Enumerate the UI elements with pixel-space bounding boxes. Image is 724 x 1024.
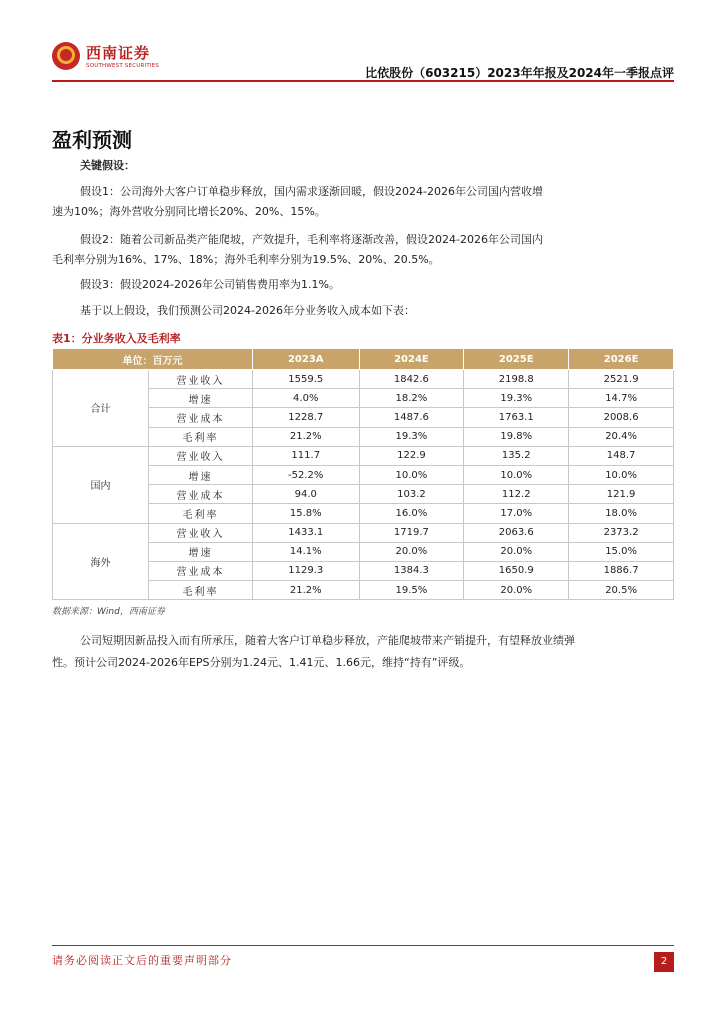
table-cell: 135.2: [464, 446, 569, 465]
table-cell: 148.7: [569, 446, 674, 465]
table-cell: 19.3%: [464, 389, 569, 408]
table-cell: 1763.1: [464, 408, 569, 427]
metric-label: 营业成本: [149, 408, 253, 427]
table-cell: 2521.9: [569, 370, 674, 389]
metric-label: 毛利率: [149, 581, 253, 600]
table-cell: 21.2%: [253, 581, 360, 600]
metric-label: 营业成本: [149, 561, 253, 580]
table-cell: 10.0%: [569, 465, 674, 484]
table-cell: 1129.3: [253, 561, 360, 580]
assumption-3: 假设3：假设2024-2026年公司销售费用率为1.1%。: [80, 278, 340, 291]
table-header-row: [53, 349, 674, 370]
table-cell: 10.0%: [359, 465, 464, 484]
page-header: [52, 40, 674, 84]
table-cell: 10.0%: [464, 465, 569, 484]
metric-label: 增速: [149, 389, 253, 408]
table-cell: 14.1%: [253, 542, 360, 561]
metric-label: 营业成本: [149, 485, 253, 504]
table-cell: 14.7%: [569, 389, 674, 408]
logo-emblem-icon: [52, 42, 80, 70]
table-cell: 20.4%: [569, 427, 674, 446]
logo-english-name: SOUTHWEST SECURITIES: [86, 63, 160, 69]
assumptions-heading: [52, 156, 552, 176]
table-cell: 20.5%: [569, 581, 674, 600]
table-cell: -52.2%: [253, 465, 360, 484]
table-row: [53, 446, 674, 465]
table-cell: 19.5%: [359, 581, 464, 600]
col-header: 2026E: [569, 349, 674, 370]
col-header: 2023A: [253, 349, 360, 370]
table-cell: 1433.1: [253, 523, 360, 542]
table-cell: 122.9: [359, 446, 464, 465]
page-number: 2: [654, 952, 674, 972]
table-cell: 2008.6: [569, 408, 674, 427]
col-header: 2024E: [359, 349, 464, 370]
report-title: 比依股份（603215）2023年年报及2024年一季报点评: [365, 66, 674, 80]
table-cell: 21.2%: [253, 427, 360, 446]
table-cell: 16.0%: [359, 504, 464, 523]
unit-header: 单位：百万元: [53, 349, 253, 370]
table-cell: 2198.8: [464, 370, 569, 389]
table-cell: 111.7: [253, 446, 360, 465]
table-cell: 1650.9: [464, 561, 569, 580]
group-label: 国内: [53, 446, 149, 523]
table-cell: 4.0%: [253, 389, 360, 408]
assumption-2: 假设2：随着公司新品类产能爬坡，产效提升，毛利率将逐渐改善，假设2024-2026年公司国内毛利率分别为16%、17%、18%；海外毛利率分别为19.5%、20%、20.5%。: [52, 233, 543, 266]
metric-label: 毛利率: [149, 504, 253, 523]
conclusion-paragraph: 公司短期因新品投入而有所承压，随着大客户订单稳步释放，产能爬坡带来产销提升，有望释放业绩弹性。预计公司2024-2026年EPS分别为1.24元、1.41元、1.66元，维持“持有”评级。: [52, 634, 575, 669]
table-cell: 112.2: [464, 485, 569, 504]
metric-label: 营业收入: [149, 370, 253, 389]
table-cell: 2373.2: [569, 523, 674, 542]
table-row: [53, 370, 674, 389]
assumptions-heading-text: 关键假设：: [80, 159, 135, 172]
table-cell: 1842.6: [359, 370, 464, 389]
metric-label: 营业收入: [149, 523, 253, 542]
table-cell: 1487.6: [359, 408, 464, 427]
footer-divider: [52, 945, 674, 946]
table-cell: 15.0%: [569, 542, 674, 561]
assumption-1: 假设1：公司海外大客户订单稳步释放，国内需求逐渐回暖，假设2024-2026年公司国内营收增速为10%；海外营收分别同比增长20%、20%、15%。: [52, 185, 543, 218]
col-header: 2025E: [464, 349, 569, 370]
table-cell: 94.0: [253, 485, 360, 504]
metric-label: 营业收入: [149, 446, 253, 465]
table-cell: 15.8%: [253, 504, 360, 523]
table-row: [53, 523, 674, 542]
metric-label: 增速: [149, 542, 253, 561]
table-intro: 基于以上假设，我们预测公司2024-2026年分业务收入成本如下表：: [80, 304, 415, 317]
table-cell: 1559.5: [253, 370, 360, 389]
business-revenue-table: [52, 348, 674, 600]
table-cell: 1384.3: [359, 561, 464, 580]
group-label: 海外: [53, 523, 149, 600]
section-title: 盈利预测: [52, 128, 132, 152]
table-caption: 表1：分业务收入及毛利率: [52, 332, 181, 345]
table-cell: 20.0%: [359, 542, 464, 561]
table-cell: 1886.7: [569, 561, 674, 580]
table-cell: 18.2%: [359, 389, 464, 408]
table-cell: 1719.7: [359, 523, 464, 542]
table-cell: 1228.7: [253, 408, 360, 427]
table-cell: 20.0%: [464, 581, 569, 600]
company-logo: [52, 42, 192, 76]
table-cell: 20.0%: [464, 542, 569, 561]
table-cell: 18.0%: [569, 504, 674, 523]
metric-label: 增速: [149, 465, 253, 484]
logo-chinese-name: 西南证券: [86, 44, 151, 62]
table-cell: 103.2: [359, 485, 464, 504]
metric-label: 毛利率: [149, 427, 253, 446]
table-cell: 121.9: [569, 485, 674, 504]
table-cell: 17.0%: [464, 504, 569, 523]
disclaimer-notice: 请务必阅读正文后的重要声明部分: [52, 954, 232, 967]
table-cell: 19.3%: [359, 427, 464, 446]
data-source-note: 数据来源：Wind，西南证券: [52, 607, 165, 617]
header-divider: [52, 80, 674, 82]
table-cell: 2063.6: [464, 523, 569, 542]
group-label: 合计: [53, 370, 149, 447]
table-cell: 19.8%: [464, 427, 569, 446]
